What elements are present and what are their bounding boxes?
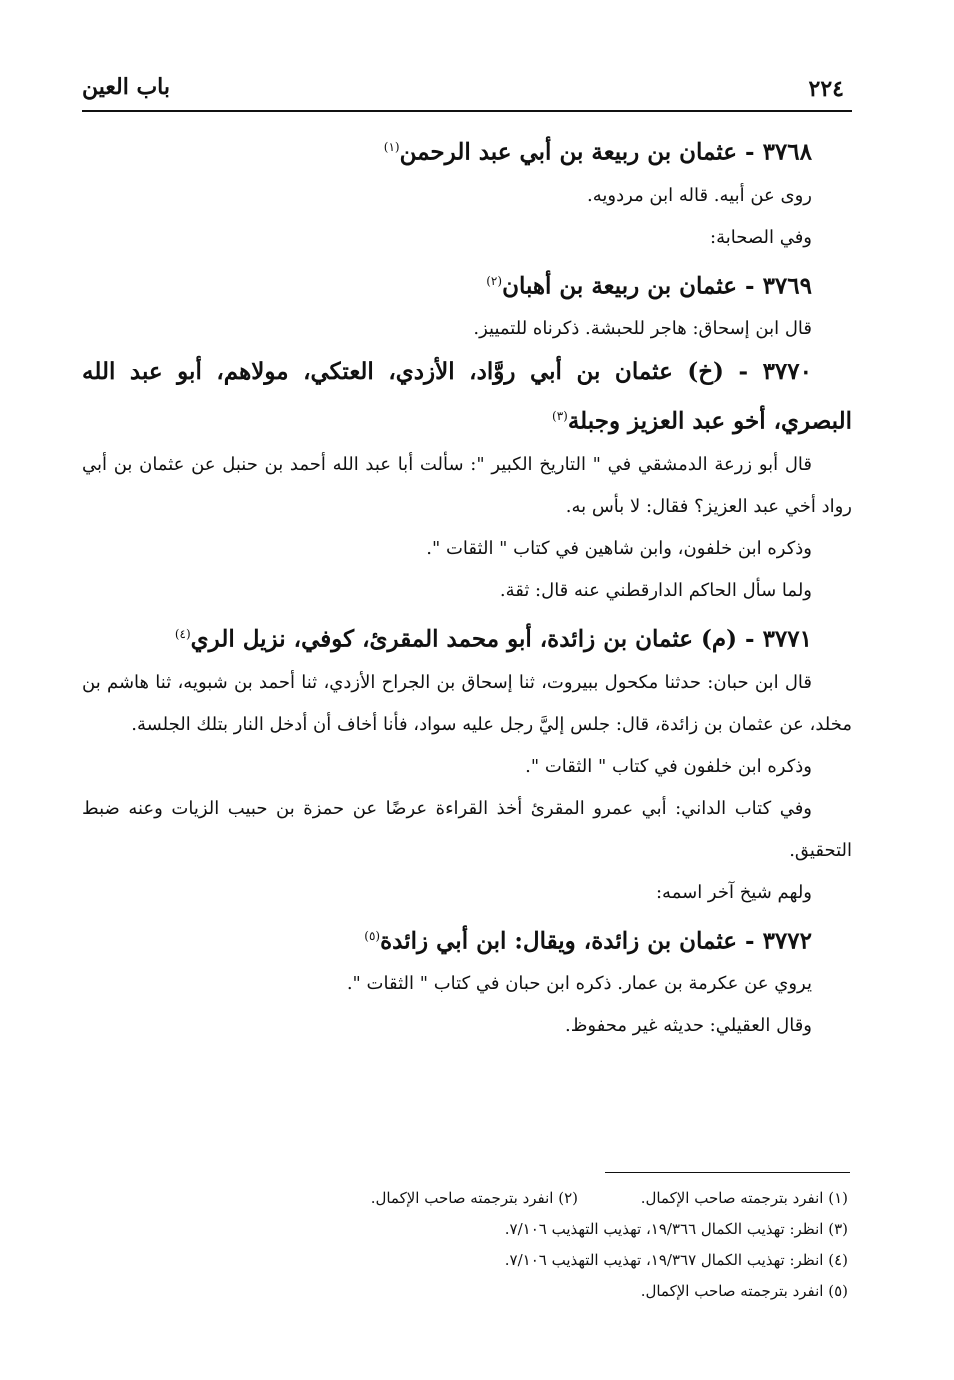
footnote-4: (٤) انظر: تهذيب الكمال ١٩/٣٦٧، تهذيب التهذيب ٧/١٠٦. xyxy=(504,1251,848,1269)
note-ref: (٢) xyxy=(486,273,503,288)
footnote-row xyxy=(82,1183,848,1214)
entry-paragraph: ولما سأل الحاكم الدارقطني عنه قال: ثقة. xyxy=(499,579,812,601)
entry-paragraph: وقال العقيلي: حديثه غير محفوظ. xyxy=(565,1015,812,1037)
entry-paragraph: وذكره ابن خلفون في كتاب " الثقات ". xyxy=(525,755,812,777)
footnote-3: (٣) انظر: تهذيب الكمال ١٩/٣٦٦، تهذيب التهذيب ٧/١٠٦. xyxy=(504,1220,848,1238)
footnote-row xyxy=(82,1214,848,1245)
entry-paragraph: وفي الصحابة: xyxy=(710,226,812,248)
note-ref: (١) xyxy=(383,140,400,154)
footnote-row xyxy=(82,1276,848,1307)
entry-title-3768: ٣٧٦٨ - عثمان بن ربيعة بن أبي عبد الرحمن$^{(١)}$ xyxy=(383,138,812,166)
entry-title-3770: ٣٧٧٠ - (خ) عثمان بن أبي روَّاد، الأزدي، العتكي، مولاهم، أبو عبد الله البصري، أخو عبد العزيز وجبلة$^{(٣)}$ xyxy=(82,358,852,435)
entry-paragraph: وفي كتاب الداني: أبي عمرو المقرئ أخذ القراءة عرضًا عن حمزة بن حبيب الزيات وعنه ضبط التحقيق. xyxy=(82,797,852,861)
footnote-rule xyxy=(605,1172,850,1173)
entry-paragraph: ولهم شيخ آخر اسمه: xyxy=(655,881,812,903)
entry-paragraph: وذكره ابن خلفون، وابن شاهين في كتاب " الثقات ". xyxy=(426,537,812,559)
entry-paragraph: قال أبو زرعة الدمشقي في " التاريخ الكبير ": سألت أبا عبد الله أحمد بن حنبل عن عثمان بن أبي رواد أخي عبد العزيز؟ فقال: لا بأس به. xyxy=(82,453,852,517)
footnote-2: (٢) انفرد بترجمته صاحب الإكمال. xyxy=(370,1189,578,1207)
page-body xyxy=(82,125,852,1047)
entry-title-3772: ٣٧٧٢ - عثمان بن زائدة، ويقال: ابن أبي زائدة$^{(٥)}$ xyxy=(364,927,812,955)
entry-paragraph: قال ابن إسحاق: هاجر للحبشة. ذكرناه للتمييز. xyxy=(473,318,812,340)
note-ref: (٤) xyxy=(174,626,191,641)
entry-title-3769: ٣٧٦٩ - عثمان بن ربيعة بن أهبان$^{(٢)}$ xyxy=(486,272,812,300)
footnote-row xyxy=(82,1245,848,1276)
footnotes xyxy=(82,1183,848,1307)
note-ref: (٥) xyxy=(364,928,381,943)
note-ref: (٣) xyxy=(552,409,568,424)
footnote-1: (١) انفرد بترجمته صاحب الإكمال. xyxy=(640,1189,848,1207)
page-number: ٢٢٤ xyxy=(808,76,844,102)
header-rule xyxy=(82,110,852,112)
entry-paragraph: قال ابن حبان: حدثنا مكحول ببيروت، ثنا إسحاق بن الجراح الأزدي، ثنا أحمد بن شبويه، ثنا هاشم بن مخلد، عن عثمان بن زائدة، قال: جلس إليَّ رجل عليه سواد، فأنا أخاف أن أدخل النار بتلك الجلسة. xyxy=(82,671,852,735)
entry-paragraph: روى عن أبيه. قاله ابن مردويه. xyxy=(587,184,812,206)
entry-paragraph: يروي عن عكرمة بن عمار. ذكره ابن حبان في كتاب " الثقات ". xyxy=(346,973,812,995)
section-title: باب العين xyxy=(82,74,171,100)
footnote-5: (٥) انفرد بترجمته صاحب الإكمال. xyxy=(640,1282,848,1300)
entry-title-3771: ٣٧٧١ - (م) عثمان بن زائدة، أبو محمد المقرئ، كوفي، نزيل الري$^{(٤)}$ xyxy=(174,625,812,653)
